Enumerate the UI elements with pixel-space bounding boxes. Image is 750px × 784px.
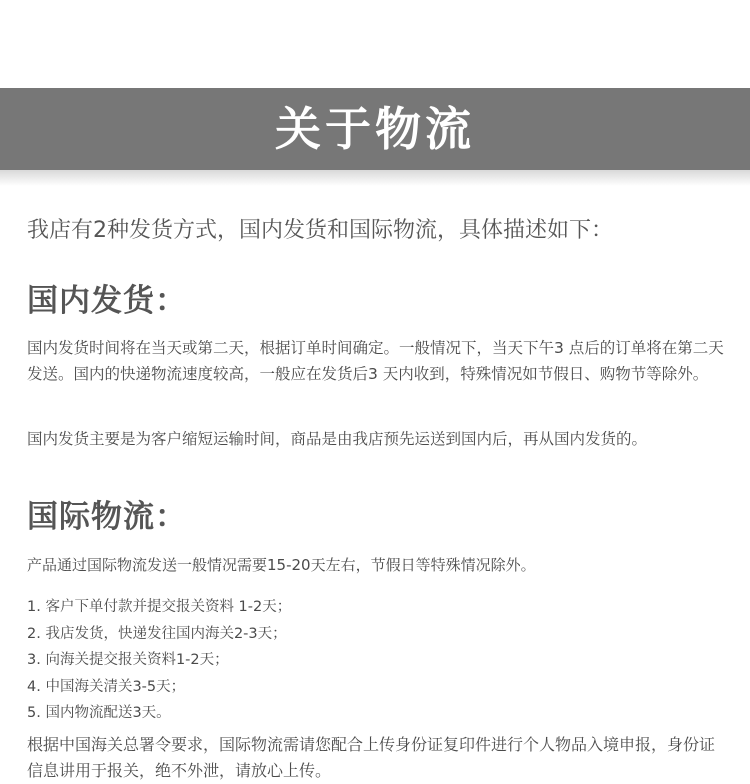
customs-note: 根据中国海关总署令要求，国际物流需请您配合上传身份证复印件进行个人物品入境申报，身份证信息讲用于报关，绝不外泄，请放心上传。 <box>27 735 716 780</box>
page-title: 关于物流 <box>275 102 475 156</box>
domestic-paragraph-2: 国内发货主要是为客户缩短运输时间，商品是由我店预先运送到国内后，再从国内发货的。 <box>27 430 648 448</box>
list-item: 2. 我店发货，快递发往国内海关2-3天； <box>27 625 287 642</box>
international-heading: 国际物流： <box>27 499 187 535</box>
domestic-paragraph-1: 国内发货时间将在当天或第二天，根据订单时间确定。一般情况下，当天下午3 点后的订单将在第二天发送。国内的快递物流速度较高，一般应在发货后3 天内收到，特殊情况如节假日、购物节等除外。 <box>27 339 724 383</box>
list-item: 3. 向海关提交报关资料1-2天； <box>27 652 229 668</box>
domestic-heading: 国内发货： <box>27 283 187 319</box>
international-paragraph: 产品通过国际物流发送一般情况需要15-20天左右，节假日等特殊情况除外。 <box>27 556 536 574</box>
banner-shadow <box>0 170 750 186</box>
intro-text: 我店有2种发货方式，国内发货和国际物流，具体描述如下： <box>27 218 613 243</box>
title-banner <box>0 88 750 170</box>
list-item: 1. 客户下单付款并提交报关资料 1-2天； <box>27 599 292 615</box>
list-item: 5. 国内物流配送3天。 <box>27 705 171 721</box>
customs-steps-list <box>27 594 291 727</box>
list-item: 4. 中国海关清关3-5天； <box>27 678 186 695</box>
